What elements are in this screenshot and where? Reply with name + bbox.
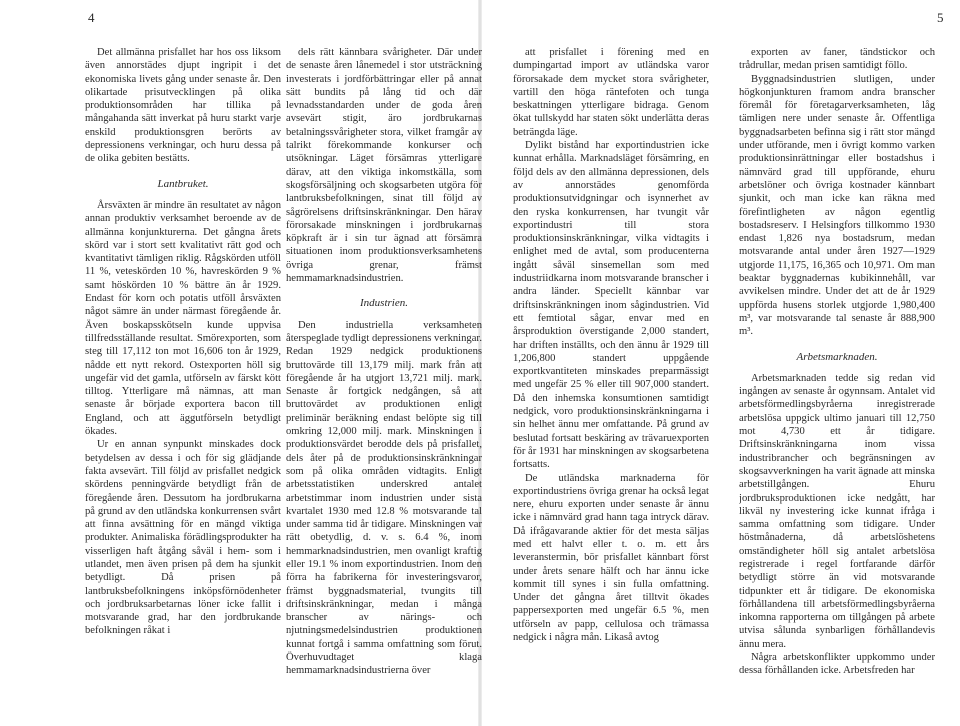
paragraph: Några arbetskonflikter uppkommo under dessa förhållanden icke. Arbetsfreden har xyxy=(739,652,935,677)
paragraph: Det allmänna prisfallet har hos oss liksom även annorstädes djupt ingripit i det ekonomiska livets gång under senaste år. Den olikartade prisutvecklingen på olika produktionsområden har tillika på mångahanda sätt inverkat på huru starkt varje enskild produktionsgren berörts av depressionens verkningar, och huru dessa på de olika gebiten bestätts. xyxy=(85,47,281,165)
column-4 xyxy=(739,46,935,721)
paragraph: De utländska marknaderna för exportindustriens övriga grenar ha också legat nere, ehuru exporten under senaste år ännu icke i nämnvärd grad hann taga intryck därav. Då ifrågavarande aktier för det mesta säljas med ett halvt eller t. o. m. ett års leveranstermin, bör prisfallet kännbart först under årets senare hälft och har ännu icke kommit till synes i sin fulla omfattning. Under det gångna året tilltvit ökades pappersexporten med ungefär 6.5 %, men utförseln av papp, cellulosa och trämassa nedgick i några mån. Likaså avtog xyxy=(513,472,709,644)
paragraph: Ur en annan synpunkt minskades dock betydelsen av dessa i och för sig glädjande fakta avsevärt. Till följd av prisfallet nedgick skördens penningvärde betydligt från de föregående åren. Dessutom ha jordbrukarna på grund av den utländska konkurrensen svårt att finna avsättning för en mängd viktiga produkter. Animaliska förädlingsprodukter ha visserligen haft åtgång såväl i hem- som i utlandet, men även prisen på dem ha sjunkit betydligt. Då prisen på lantbruksbefolkningens inköpsförnödenheter och jordbruksarbetarnas löner icke fallit i motsvarande grad, har den jordbrukande befolkningen råkat i xyxy=(85,439,281,637)
section-heading-lantbruket: Lantbruket. xyxy=(157,177,209,190)
paragraph: dels rätt kännbara svårigheter. Där under de senaste åren lånemedel i stor utsträckning investerats i jordförbättringar eller på annat sätt bundits på lång tid och där levnadsstandarden under de goda åren avsevärt stigit, äro jordbrukarnas betalningssvårigheter stora, vilket framgår av talrikt förekommande konkurser och utsökningar. Läget försämras ytterligare därav, att den viktiga inkomstkälla, som skogsförsäljning och skogsarbeten utgöra för lantbruksbefolkningen, sinat till följd av sågrörelsens driftsinskränkningar. Den härav förorsakade minskningen i jordbrukarnas köpkraft är i sin tur ägnad att försämra situationen inom produktionsverksamhetens övriga grenar, främst hemmamarknadsindustrien. xyxy=(286,47,482,285)
column-2 xyxy=(286,46,482,721)
column-1 xyxy=(85,46,281,721)
section-heading-industrien: Industrien. xyxy=(360,297,408,310)
paragraph: Dylikt bistånd har exportindustrien icke kunnat erhålla. Marknadsläget försämring, en följd dels av den allmänna depressionen, dels av annorstädes genomförda produktionsutvidgningar och isynnerhet av den ryska konkurrensen, har tvungit vår exportindustri till stora produktionsinskränkningar, vilka vidtagits i enlighet med de avtal, som producenterna ingått såväl sinsemellan som med industriidkarna inom motsvarande branscher i andra länder. Speciellt kännbar var driftsinskränkningen inom sågindustrien. Vid ett femtiotal sågar, envar med en årsproduktion överstigande 2,000 standert, har driften inställts, och den ännu år 1929 till 1,206,800 standert uppgående exportkvantiteten minskades preparmässigt med ungefär 25 % eller till 907,000 standert. Då den inhemska konsumtionen samtidigt nedgick, voro produktionsinskränkningarna i sin helhet ännu mer omfattande. På grund av beslutad fortsatt beskäring av trävaruexporten för år 1931 har minskningen av skogsarbetena fortsatts. xyxy=(513,140,709,471)
column-3 xyxy=(513,46,709,721)
paragraph: Årsväxten är mindre än resultatet av någon annan produktiv verksamhet beroende av de allmänna konjunkturerna. Det gångna årets skörd var i stort sett kvalitativt rätt god och kvantitativt tämligen riklig. Rågskörden utföll 11 %, veteskörden 10 %, havreskörden 9 % samt höskörden 10 % bättre än år 1929. Endast för korn och potatis utföll årsväxten något sämre än under närmast föregående år. Även boskapsskötseln kunde uppvisa tillfredsställande resultat. Smörexporten, som steg till 17,112 ton mot 16,606 ton år 1929, nådde ett nytt rekord. Ostexporten höll sig ungefär vid det gamla, utförseln av färskt kött tilltog. Ytterligare må nämnas, att man senaste år började exportera bacon till England, och att äggutförseln betydligt ökades. xyxy=(85,199,281,438)
paragraph: Arbetsmarknaden tedde sig redan vid ingången av senaste år ogynnsam. Antalet vid arbetsförmedlingsbyråerna inregistrerade arbetslösa uppgick ultimo januari till 12,750 mot 4,730 ett år tidigare. Driftsinskränkningarna inom vissa industribrancher och begränsningen av skogsavverkningen ha varit ägnade att minska arbetstillgången. Ehuru jordbruksproduktionen icke nedgått, har likväl ny investering icke kunnat ifråga i samma omfattning som tidigare. Under höstmånaderna, då arbetslöshetens omständigheter höll sig antalet arbetslösa registrerade i regel fortfarande därför betydligt större än vid motsvarande tidpunkter ett år tidigare. De ekonomiska förhållandena till arbetsförmedlingsbyråerna inkomna rapporterna om tillgången på arbete utvisa sålunda synbarligen förhållandevis ännu mera. xyxy=(739,372,935,650)
paragraph: exporten av faner, tändstickor och trådrullar, medan prisen samtidigt föllo. xyxy=(739,47,935,72)
section-heading-arbetsmarknaden: Arbetsmarknaden. xyxy=(796,350,878,363)
page-number-left: 4 xyxy=(88,10,95,25)
paragraph: Byggnadsindustrien slutligen, under högkonjunkturen framom andra branscher föremål för företagarverksamheten, låg tämligen nere under senaste år. Offentliga byggnadsarbeten befinna sig i rätt stor mängd under utförande, men i övrigt kommo varken produktionsinrättningar eller bostadshus i nämnvärd grad till uppförande, ehuru arbetslöner och övriga kostnader kännbart sjunkit, och man icke kan räkna med förefintligheten av någon egentlig bostadsreserv. I Helsingfors tillkommo 1930 endast 1,826 nya bostadsrum, medan motsvarande antal under åren 1927—1929 utgjorde 11,175, 16,365 och 10,971. Om man beaktar byggnadernas kubikinnehåll, var avvikelsen mindre. Under det att de år 1929 uppförda husens storlek utgjorde 1,980,400 m³, var motsvarande tal senaste år 888,900 m³. xyxy=(739,73,935,338)
paragraph: att prisfallet i förening med en dumpingartad import av utländska varor förorsakade dem mycket stora svårigheter, vartill den höga räntefoten och tunga beskattningen ytterligare bidraga. Genom ökat tullskydd har staten sökt underlätta deras beträngda läge. xyxy=(513,47,709,138)
paragraph: Den industriella verksamheten återspeglade tydligt depressionens verkningar. Redan 1929 nedgick produktionens bruttovärde till 13,179 milj. mark från att föregående år ha utgjort 13,721 milj. mark. Senaste år fortgick nedgången, så att bruttovärdet av produktionen enligt preliminär beräkning endast belöpte sig till omkring 12,000 milj. mark. Minskningen i produktionsvärdet berodde dels på prisfallet, dels åter på de produktionsinskränkningar som på olika områden vidtagits. Enligt arbetsstatistiken underskred antalet arbetstimmar inom industrien under sista kvartalet 1930 med 12.8 % motsvarande tal under samma tid år tidigare. Minskningen var rätt obetydlig, d. v. s. 6.4 %, inom hemmarknadsindustrien, men ovanligt kraftig eller 19.1 % inom exportindustrien. Inom den förra ha fabrikerna för investeringsvaror, främst byggnadsmaterial, tvungits till driftsinskränkningar, medan i många branscher av närings- och njutningsmedelsindustrien produktionen kunnat fortgå i samma omfattning som förut. Överhuvudtaget klaga hemmamarknadsindustrierna över xyxy=(286,319,482,677)
page-number-right: 5 xyxy=(937,10,944,25)
